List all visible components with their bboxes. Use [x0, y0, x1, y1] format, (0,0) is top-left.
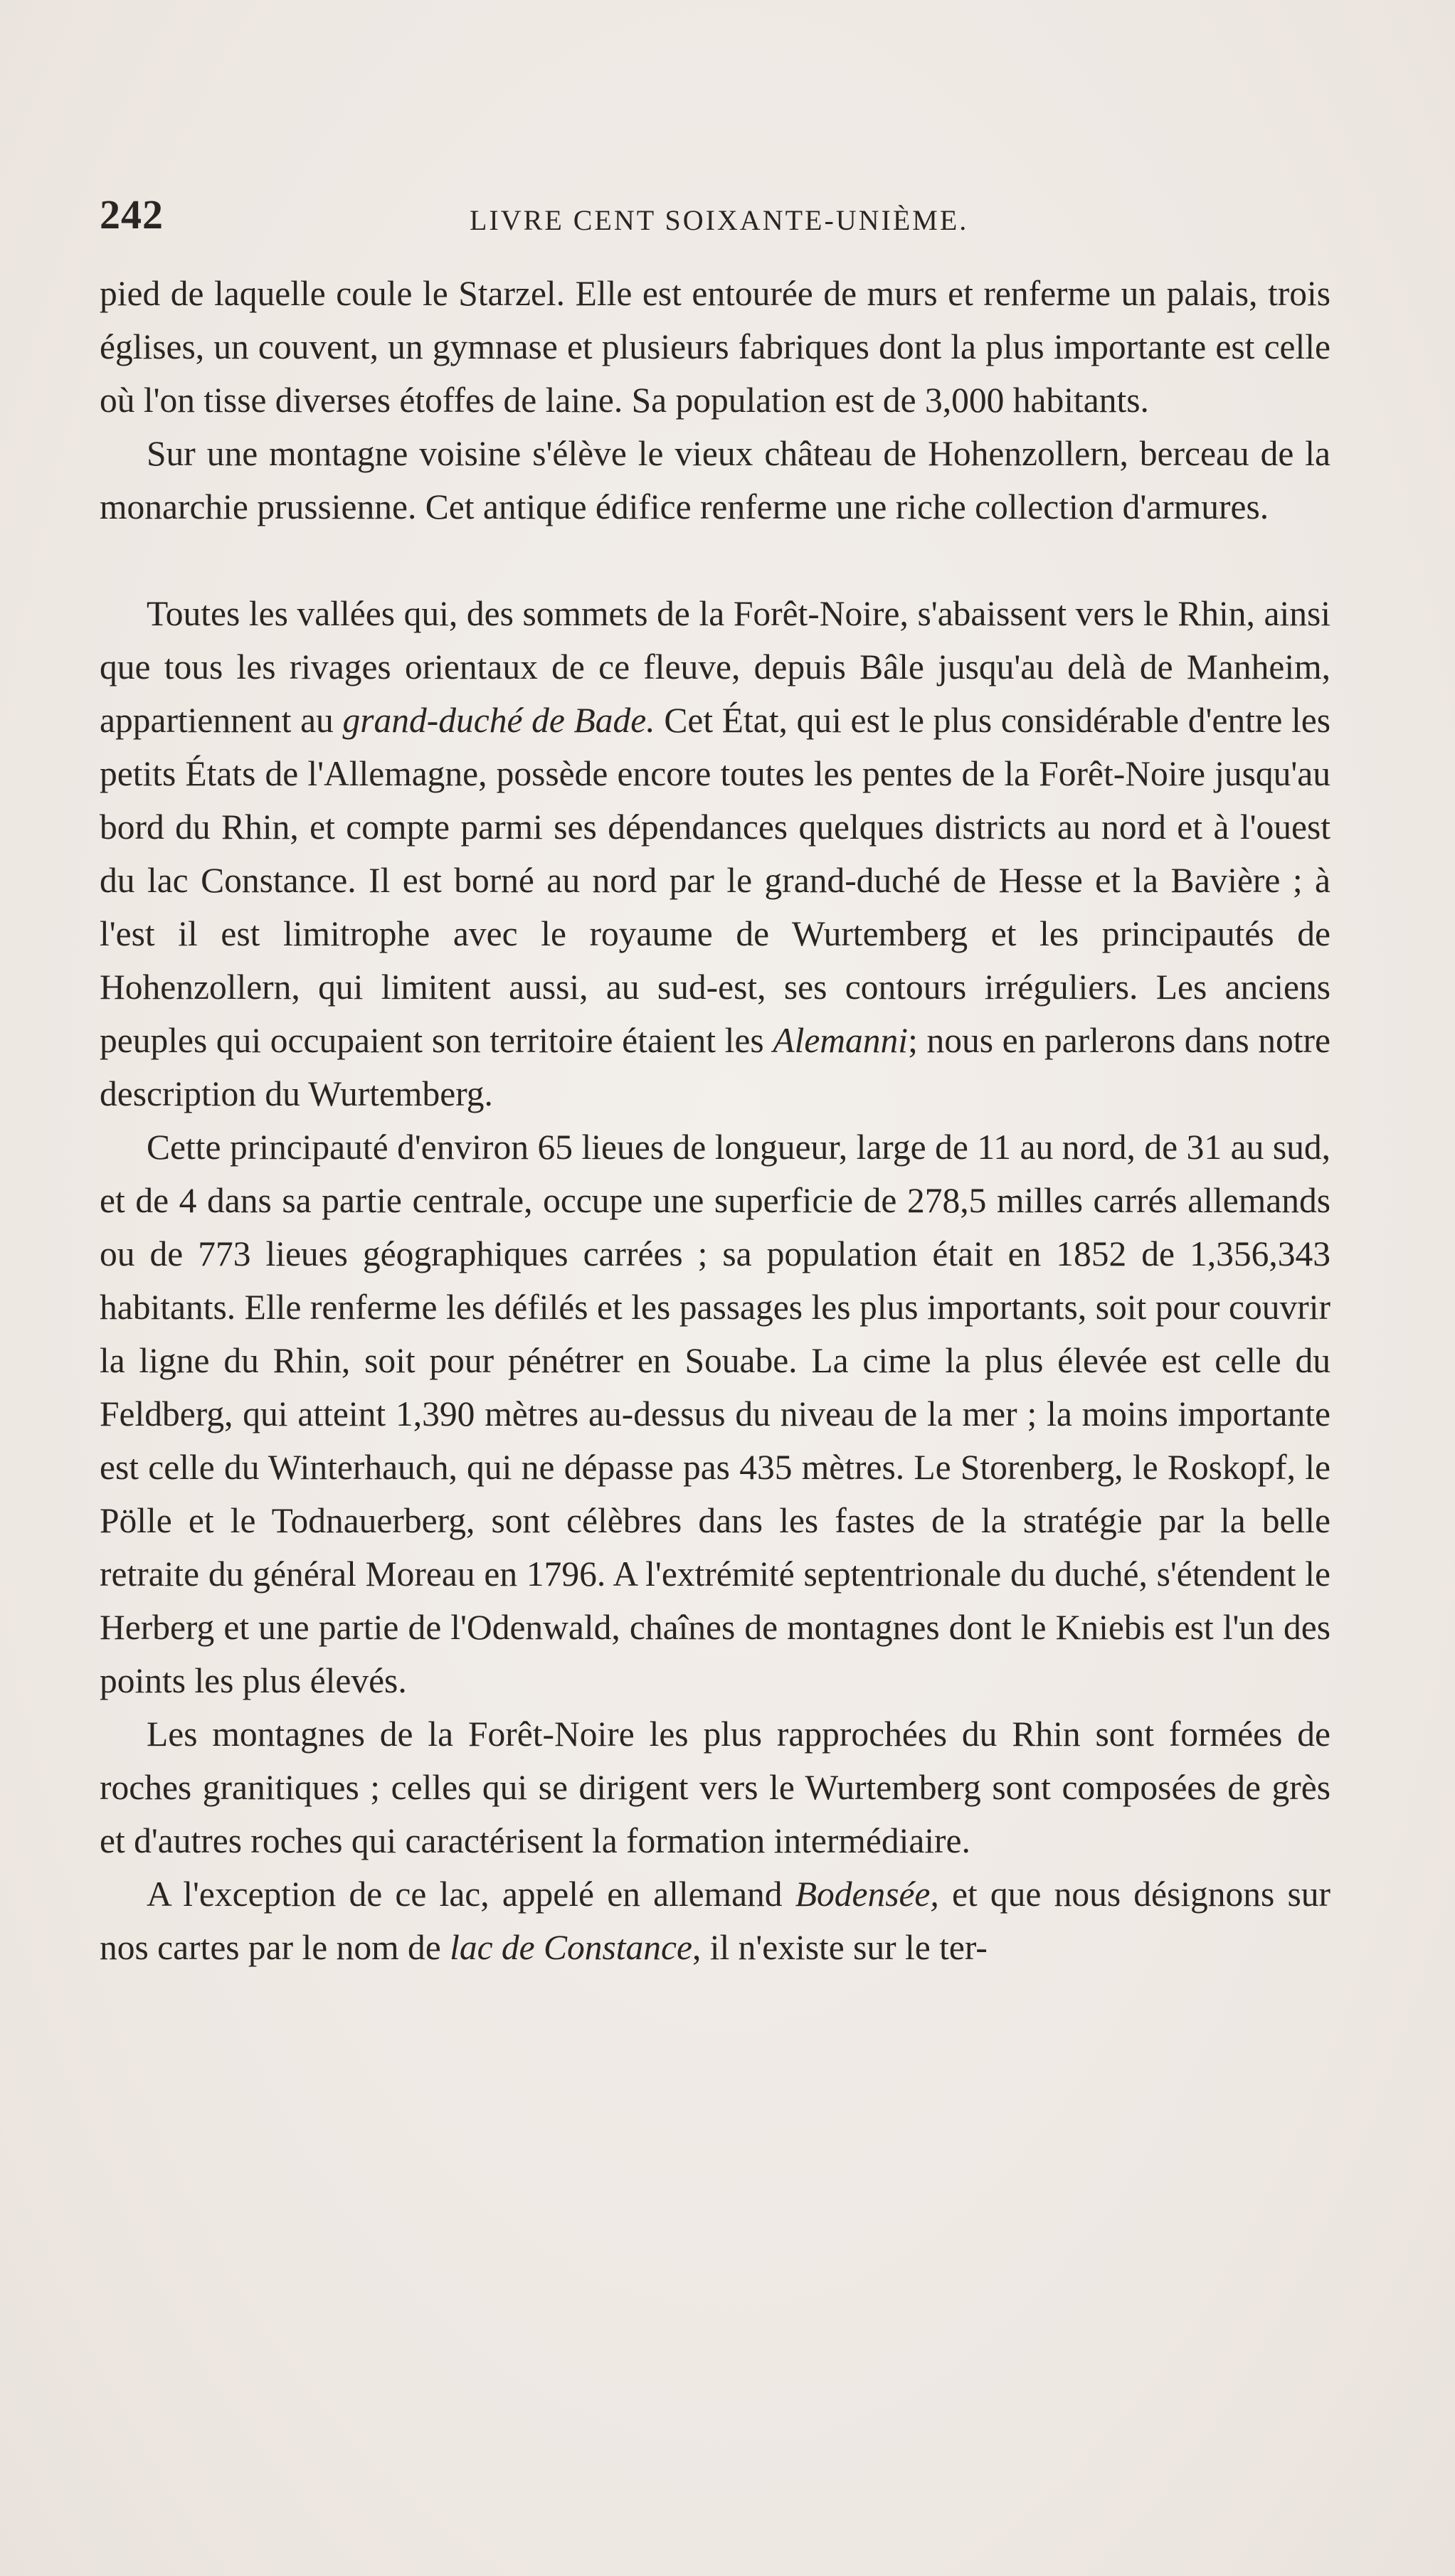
page-header: [100, 191, 1323, 240]
paragraph-text: Cette principauté d'environ 65 lieues de longueur, large de 11 au nord, de 31 au sud, et de 4 dans sa partie centrale, occupe une superficie de 278,5 milles carrés allemands ou de 773 lieues géographiques carrées ; sa population était en 1852 de 1,356,343 habitants. Elle renferme les défilés et les passages les plus importants, soit pour couvrir la ligne du Rhin, soit pour pénétrer en Souabe. La cime la plus élevée est celle du Feldberg, qui atteint 1,390 mètres au-dessus du niveau de la mer ; la moins importante est celle du Winterhauch, qui ne dépasse pas 435 mètres. Le Storenberg, le Roskopf, le Pölle et le Todnauerberg, sont célèbres dans les fastes de la stratégie par la belle retraite du général Moreau en 1796. A l'extrémité septentrionale du duché, s'étendent le Herberg et une partie de l'Odenwald, chaînes de montagnes dont le Kniebis est l'un des points les plus élevés.: [100, 1128, 1330, 1700]
paragraph-4: [100, 1120, 1330, 1707]
paragraph-5: [100, 1707, 1330, 1867]
paragraph-2: [100, 427, 1330, 534]
italic-term: Alemanni: [773, 1021, 909, 1060]
paragraph-text: Les montagnes de la Forêt-Noire les plus rapprochées du Rhin sont formées de roches granitiques ; celles qui se dirigent vers le Wurtemberg sont composées de grès et d'autres roches qui caractérisent la formation intermédiaire.: [100, 1714, 1330, 1860]
running-head: LIVRE CENT SOIXANTE-UNIÈME.: [470, 204, 969, 236]
paragraph-text: pied de laquelle coule le Starzel. Elle est entourée de murs et renferme un palais, trois églises, un couvent, un gymnase et plusieurs fabriques dont la plus importante est celle où l'on tisse diverses étoffes de laine. Sa population est de 3,000 habitants.: [100, 274, 1330, 420]
italic-term: grand-duché de Bade.: [342, 701, 655, 740]
page-number: 242: [100, 191, 164, 238]
paragraph-text: Toutes les vallées qui, des sommets de la Forêt-Noire, s'abaissent vers le Rhin, ainsi que tous les rivages orientaux de ce fleuve, depuis Bâle jusqu'au delà de Manheim, appartiennent au: [100, 594, 1330, 740]
paragraph-6: [100, 1867, 1330, 1974]
italic-term: lac de Constance: [450, 1928, 692, 1967]
paragraph-text: A l'exception de ce lac, appelé en allemand: [147, 1875, 795, 1914]
paragraph-1: [100, 267, 1330, 427]
paragraph-text: , il n'existe sur le ter-: [692, 1928, 988, 1967]
paragraph-text: Cet État, qui est le plus considérable d'entre les petits États de l'Allemagne, possède encore toutes les pentes de la Forêt-Noire jusqu'au bord du Rhin, et compte parmi ses dépendances quelques districts au nord et à l'ouest du lac Constance. Il est borné au nord par le grand-duché de Hesse et la Bavière ; à l'est il est limitrophe avec le royaume de Wurtemberg et les principautés de Hohenzollern, qui limitent aussi, au sud-est, ses contours irréguliers. Les anciens peuples qui occupaient son territoire étaient les: [100, 701, 1330, 1060]
paragraph-text: Sur une montagne voisine s'élève le vieux château de Hohenzollern, berceau de la monarchie prussienne. Cet antique édifice renferme une riche collection d'armures.: [100, 434, 1330, 526]
paragraph-text: et que nous désignons sur nos cartes par le nom de: [100, 1875, 1330, 1967]
paragraph-3: [100, 587, 1330, 1120]
paragraph-text: ; nous en parlerons dans notre description du Wurtemberg.: [100, 1021, 1330, 1113]
italic-term: Bodensée,: [795, 1875, 939, 1914]
body-text: [100, 267, 1330, 1974]
